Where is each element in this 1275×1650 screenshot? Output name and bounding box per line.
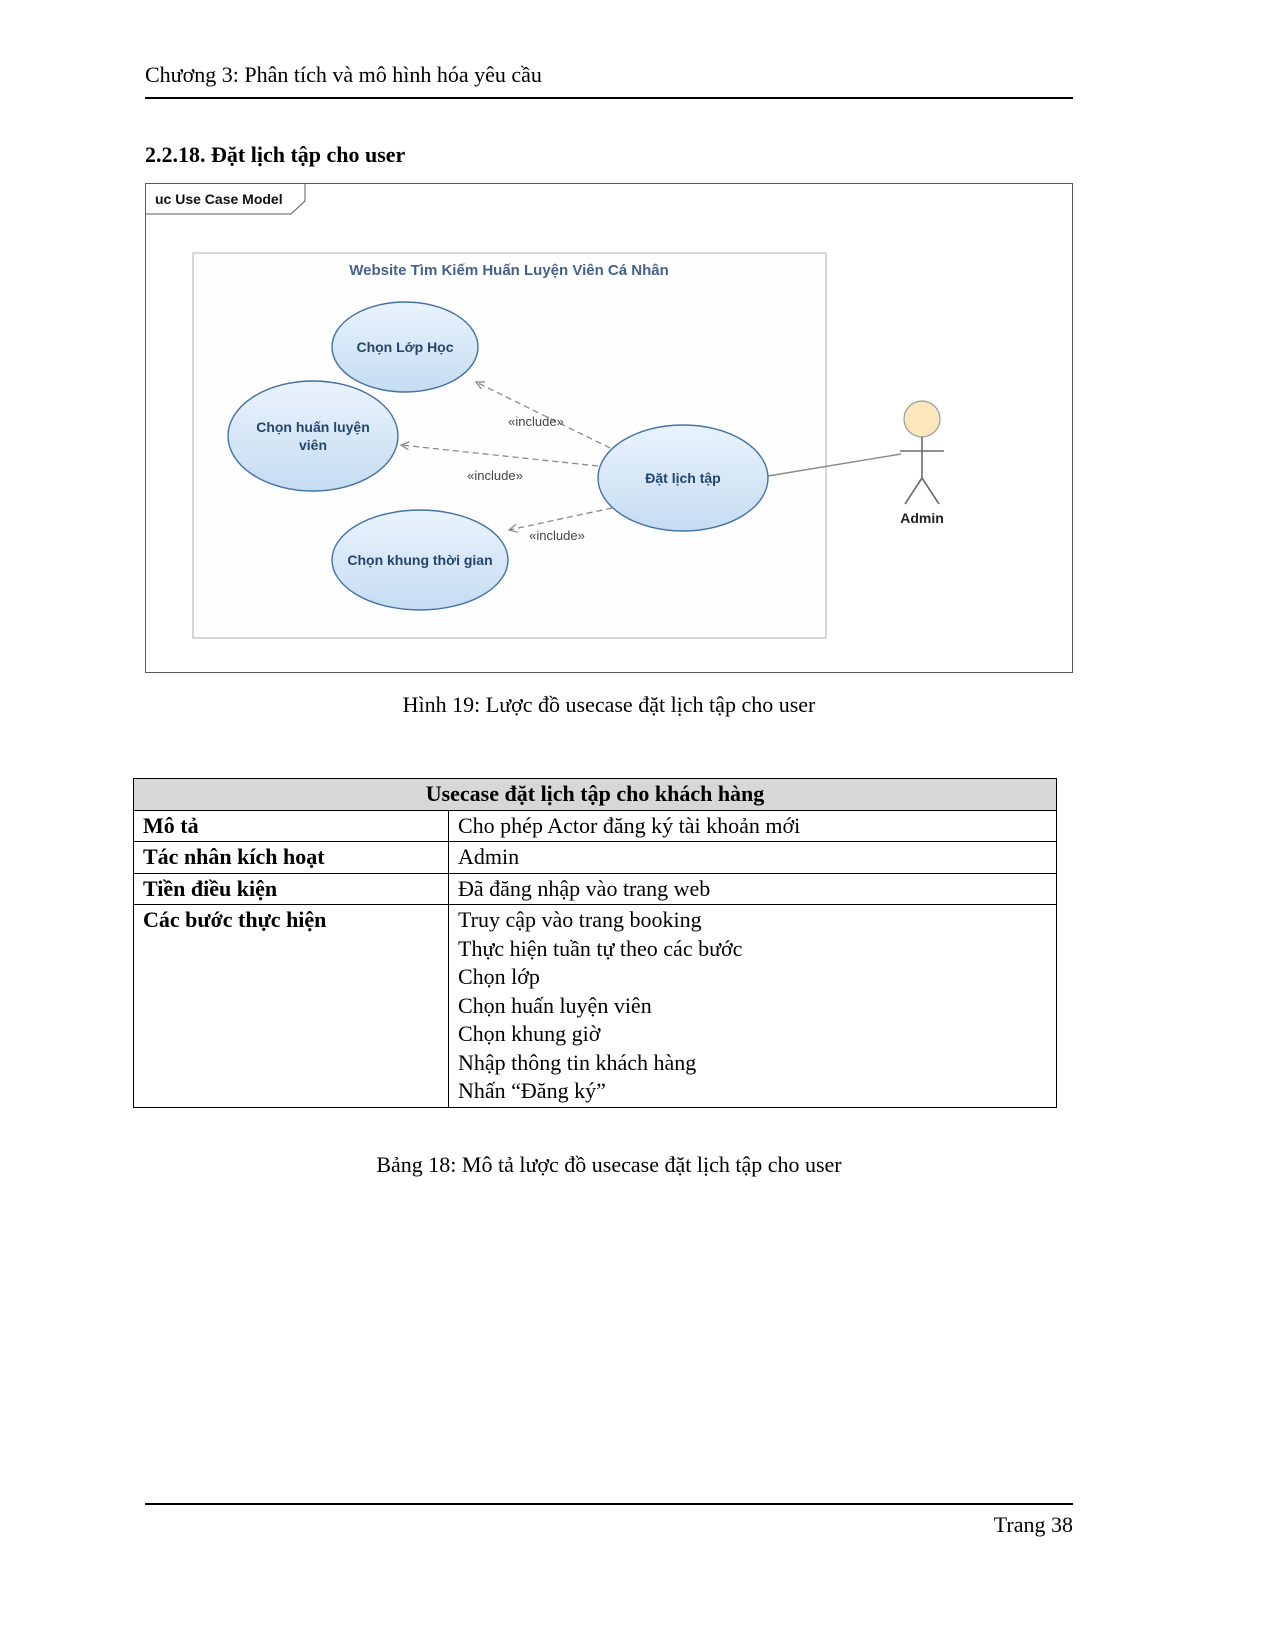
- row-value: [449, 842, 1057, 874]
- table-header-row: [134, 779, 1057, 811]
- usecase-chon-lop-hoc: [332, 302, 478, 392]
- chapter-header: Chương 3: Phân tích và mô hình hóa yêu cầu: [145, 62, 1073, 99]
- row-label: Tiền điều kiện: [134, 873, 449, 905]
- usecase-dat-lich-tap: [598, 425, 768, 531]
- system-boundary-title: Website Tìm Kiếm Huấn Luyện Viên Cá Nhân: [349, 262, 669, 279]
- row-value-line: Chọn khung giờ: [458, 1021, 601, 1046]
- section-heading: 2.2.18. Đặt lịch tập cho user: [145, 142, 406, 167]
- usecase-label: Đặt lịch tập: [645, 470, 721, 486]
- usecase-table: [133, 778, 1057, 1108]
- table-row: [134, 905, 1057, 1108]
- actor-admin: [900, 401, 944, 526]
- table-row: [134, 810, 1057, 842]
- diagram-frame-label: uc Use Case Model: [155, 191, 283, 207]
- include-stereotype-label: «include»: [467, 468, 523, 483]
- actor-leg-left: [905, 478, 922, 504]
- table-caption: Bảng 18: Mô tả lược đồ usecase đặt lịch tập cho user: [376, 1152, 842, 1177]
- row-value: [449, 810, 1057, 842]
- row-value-line: Thực hiện tuần tự theo các bước: [458, 935, 743, 961]
- table-header: Usecase đặt lịch tập cho khách hàng: [134, 779, 1057, 811]
- row-label: Các bước thực hiện: [134, 905, 449, 1108]
- row-value: [449, 873, 1057, 905]
- row-value-line: Nhấn “Đăng ký”: [458, 1078, 606, 1103]
- table-row: [134, 873, 1057, 905]
- row-label: Mô tả: [134, 810, 449, 842]
- usecase-label: Chọn khung thời gian: [347, 552, 493, 568]
- usecase-table-body: [134, 779, 1057, 1108]
- include-stereotype-label: «include»: [529, 528, 585, 543]
- usecase-diagram: [145, 183, 1073, 673]
- row-value-line: Chọn lớp: [458, 964, 540, 989]
- figure-caption: Hình 19: Lược đồ usecase đặt lịch tập cho user: [402, 692, 816, 717]
- row-value-line: Đã đăng nhập vào trang web: [458, 875, 711, 901]
- usecase-label: Chọn Lớp Học: [356, 339, 454, 355]
- row-value-line: Nhập thông tin khách hàng: [458, 1049, 697, 1075]
- table-row: [134, 842, 1057, 874]
- actor-label: Admin: [900, 510, 944, 526]
- actor-leg-right: [922, 478, 939, 504]
- include-stereotype-label: «include»: [508, 414, 564, 429]
- row-label: Tác nhân kích hoạt: [134, 842, 449, 874]
- footer-rule: [145, 1503, 1073, 1505]
- usecase-label: Chọn huấn luyện: [256, 419, 370, 435]
- usecase-ellipse: [228, 381, 398, 491]
- row-value-line: Truy cập vào trang booking: [458, 907, 702, 932]
- usecase-chon-huan-luyen-vien: [228, 381, 398, 491]
- usecase-chon-khung-thoi-gian: [332, 510, 508, 610]
- row-value-line: Cho phép Actor đăng ký tài khoản mới: [458, 812, 801, 838]
- row-value: [449, 905, 1057, 1108]
- usecase-label: viên: [298, 437, 328, 453]
- actor-head: [904, 401, 940, 437]
- row-value-line: Chọn huấn luyện viên: [458, 992, 652, 1018]
- page-number: Trang 38: [993, 1512, 1073, 1537]
- row-value-line: Admin: [458, 844, 520, 869]
